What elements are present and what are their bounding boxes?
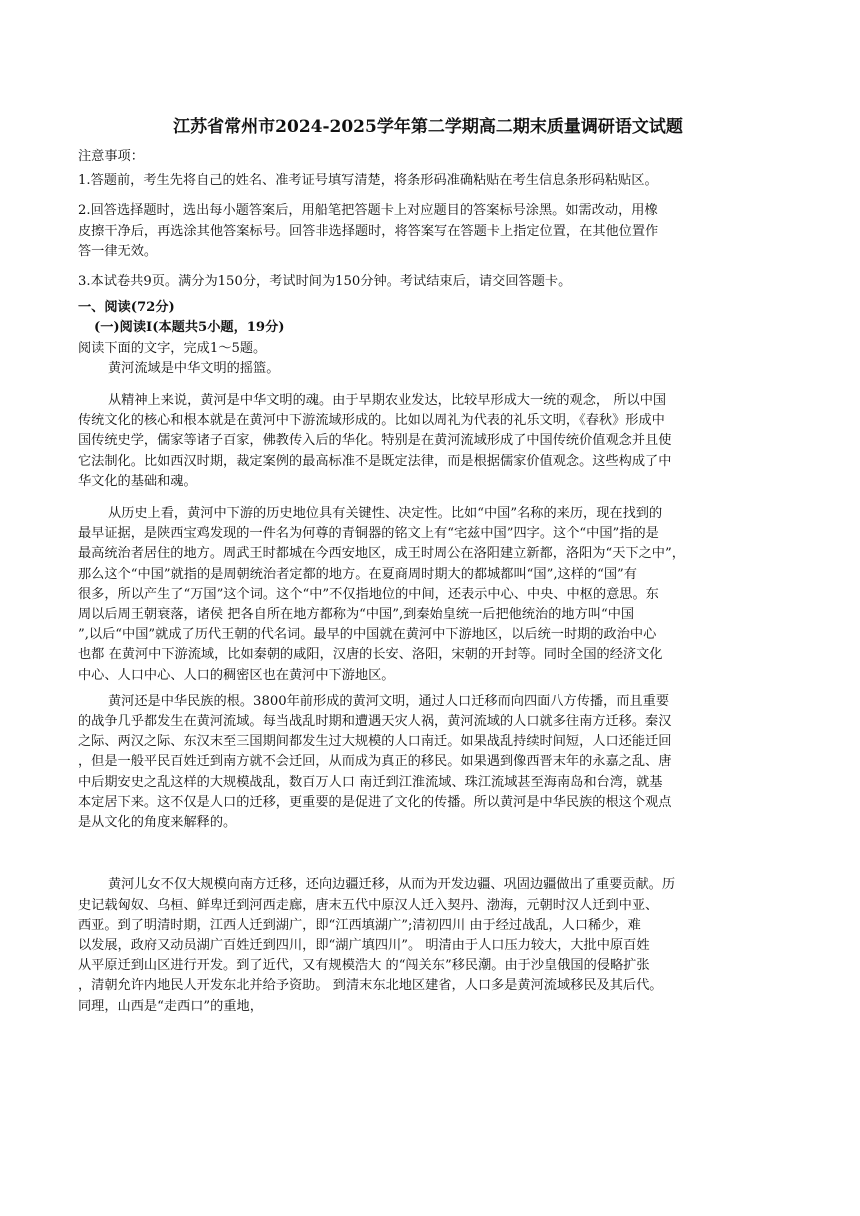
paragraph-line: ，但是一般平民百姓迁到南方就不会迁回，从而成为真正的移民。如果遇到像西晋末年的永嘉之乱、唐 [78,754,672,770]
paragraph-line: 史记载匈奴、乌桓、鲜卑迁到河西走廊，唐末五代中原汉人迁入契丹、渤海，元朝时汉人迁到中亚、 [78,897,659,913]
paragraph [78,391,778,492]
paragraph-line: 传统文化的核心和根本就是在黄河中下游流域形成的。比如以周礼为代表的礼乐文明，《春秋》形成中 [78,413,665,429]
paragraph-line: 最早证据，是陕西宝鸡发现的一件名为何尊的青铜器的铭文上有“宅兹中国”四字。这个“中国”指的是 [78,526,659,542]
paragraph-line: 周以后周王朝衰落，诸侯 把各自所在地方都称为“中国”,到秦始皇统一后把他统治的地方叫“中国 [78,607,635,623]
paragraph-line: 黄河流域是中华文明的摇篮。 [108,360,280,376]
paragraph-line: 黄河还是中华民族的根。3800年前形成的黄河文明，通过人口迁移而向四面八方传播，而且重要 [108,693,670,709]
paragraph-line: 也都 在黄河中下游流域，比如秦朝的咸阳，汉唐的长安、洛阳，宋朝的开封等。同时全国的经济文化 [78,647,663,663]
notice-item [78,171,778,191]
notice-line: 3.本试卷共9页。满分为150分，考试时间为150分钟。考试结束后，请交回答题卡。 [78,274,572,290]
paragraph-line: 从历史上看，黄河中下游的历史地位具有关键性、决定性。比如“中国”名称的来历，现在找到的 [108,506,663,522]
paragraph-line: 之际、两汉之际、东汉末至三国期间都发生过大规模的人口南迁。如果战乱持续时间短，人口还能迁回 [78,734,672,750]
exam-page [78,112,778,1023]
paragraph-line: 国传统史学，儒家等诸子百家，佛教传入后的华化。特别是在黄河流域形成了中国传统价值观念并且使 [78,433,672,449]
paragraph-line: 最高统治者居住的地方。周武王时都城在今西安地区，成王时周公在洛阳建立新都，洛阳为“天下之中”， [78,546,685,562]
instruction: 阅读下面的文字，完成1～5题。 [78,340,267,356]
paragraph-line: 黄河儿女不仅大规模向南方迁移，还向边疆迁移，从而为开发边疆、巩固边疆做出了重要贡献。历 [108,877,676,893]
paragraph [78,359,778,379]
paragraph-line: 西亚。到了明清时期，江西人迁到湖广，即“江西填湖广”;清初四川 由于经过战乱，人口稀少，难 [78,917,641,933]
paragraph-line: 从平原迁到山区进行开发。到了近代，又有规模浩大 的“闯关东”移民潮。由于沙皇俄国的侵略扩张 [78,958,650,974]
paragraph-line: 华文化的基础和魂。 [78,473,197,489]
notice-line: 答一律无效。 [78,243,158,259]
paragraph-line: 以发展，政府又动员湖广百姓迁到四川，即“湖广填四川”。 明清由于人口压力较大，大批中原百姓 [78,937,650,953]
paragraph-line: ”,以后“中国”就成了历代王朝的代名词。最早的中国就在黄河中下游地区，以后统一时期的政治中心 [78,627,657,643]
paragraph-line: 中后期安史之乱这样的大规模战乱，数百万人口 南迁到江淮流域、珠江流域甚至海南岛和台湾，就基 [78,774,663,790]
notice-item [78,201,778,262]
paragraph-line: 从精神上来说，黄河是中华文明的魂。由于早期农业发达，比较早形成大一统的观念， 所以中国 [108,393,667,409]
subsection-heading: (一)阅读Ⅰ(本题共5小题，19分) [94,320,285,336]
notice-heading: 注意事项： [78,149,144,164]
paragraph-line: 中心、人口中心、人口的稠密区也在黄河中下游地区。 [78,667,395,683]
notice-line: 2.回答选择题时，选出每小题答案后，用船笔把答题卡上对应题目的答案标号涂黑。如需改动，用橡 [78,203,658,219]
notice-line: 1.答题前，考生先将自己的姓名、准考证号填写清楚，将条形码准确粘贴在考生信息条形码粘贴区。 [78,173,658,189]
paragraph-line: 很多，所以产生了“万国”这个词。这个“中”不仅指地位的中间，还表示中心、中央、中枢的意思。东 [78,586,659,602]
paragraph-line: 那么这个“中国”就指的是周朝统治者定都的地方。在夏商周时期大的都城都叫“国”,这样的“国”有 [78,566,637,582]
paragraph-line: 同理，山西是“走西口”的重地， [78,998,263,1014]
paragraph-line: 本定居下来。这不仅是人口的迁移，更重要的是促进了文化的传播。所以黄河是中华民族的根这个观点 [78,794,672,810]
section-heading: 一、阅读(72分) [78,300,175,316]
exam-title: 江苏省常州市2024-2025学年第二学期高二期末质量调研语文试题 [173,117,683,137]
notice-item [78,272,778,292]
notice-line: 皮擦干净后，再选涂其他答案标号。回答非选择题时，将答案写在答题卡上指定位置，在其他位置作 [78,223,659,239]
paragraph-line: 是从文化的角度来解释的。 [78,815,237,831]
paragraph [78,504,778,686]
paragraph [78,875,778,1016]
paragraph-line: 它法制化。比如西汉时期，裁定案例的最高标准不是既定法律，而是根据儒家价值观念。这些构成了中 [78,453,672,469]
paragraph [78,692,778,833]
paragraph-line: ，清朝允许内地民人开发东北并给予资助。 到清末东北地区建省，人口多是黄河流域移民及其后代。 [78,978,663,994]
paragraph-line: 的战争几乎都发生在黄河流域。每当战乱时期和遭遇天灾人祸，黄河流域的人口就多往南方迁移。秦汉 [78,714,672,730]
